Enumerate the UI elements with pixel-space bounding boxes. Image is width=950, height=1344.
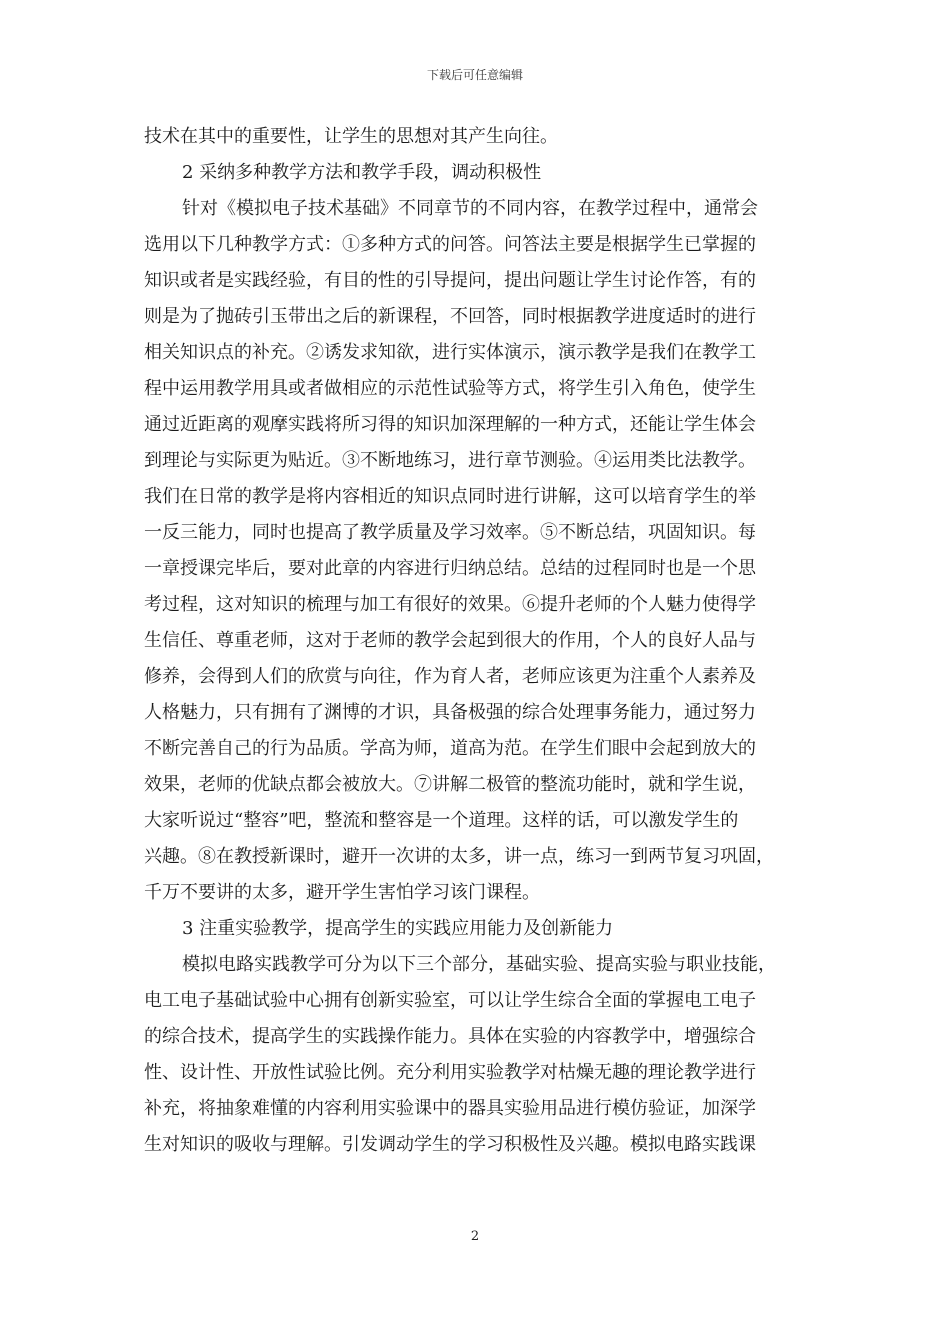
text-line: 针对《模拟电子技术基础》不同章节的不同内容，在教学过程中，通常会 [182,198,758,219]
text-line: 的综合技术，提高学生的实践操作能力。具体在实验的内容教学中，增强综合 [144,1026,756,1047]
page-number: 2 [470,1229,480,1244]
text-line: 生信任、尊重老师，这对于老师的教学会起到很大的作用，个人的良好人品与 [144,630,756,651]
text-line: 通过近距离的观摩实践将所习得的知识加深理解的一种方式，还能让学生体会 [144,414,756,435]
text-line: 补充，将抽象难懂的内容利用实验课中的器具实验用品进行模仿验证，加深学 [144,1098,756,1119]
text-line: 大家听说过“整容”吧，整流和整容是一个道理。这样的话，可以激发学生的 [144,810,739,831]
text-line: 一反三能力，同时也提高了教学质量及学习效率。⑤不断总结，巩固知识。每 [144,522,756,543]
text-line: 人格魅力，只有拥有了渊博的才识，具备极强的综合处理事务能力，通过努力 [144,702,756,723]
text-line: 生对知识的吸收与理解。引发调动学生的学习积极性及兴趣。模拟电路实践课 [144,1134,756,1155]
text-line: 效果，老师的优缺点都会被放大。⑦讲解二极管的整流功能时，就和学生说， [144,774,756,795]
text-line: 则是为了抛砖引玉带出之后的新课程，不回答，同时根据教学进度适时的进行 [144,306,756,327]
text-line: 3 注重实验教学，提高学生的实践应用能力及创新能力 [182,918,614,939]
page-header: 下载后可任意编辑 [426,68,523,82]
text-line: 修养，会得到人们的欣赏与向往，作为育人者，老师应该更为注重个人素养及 [144,666,756,687]
text-line: 2 采纳多种教学方法和教学手段，调动积极性 [182,162,542,183]
text-line: 到理论与实际更为贴近。③不断地练习，进行章节测验。④运用类比法教学。 [144,450,756,471]
document-body [144,119,812,1163]
text-line: 电工电子基础试验中心拥有创新实验室，可以让学生综合全面的掌握电工电子 [144,990,756,1011]
text-line: 不断完善自己的行为品质。学高为师，道高为范。在学生们眼中会起到放大的 [144,738,756,759]
text-line: 选用以下几种教学方式：①多种方式的问答。问答法主要是根据学生已掌握的 [144,234,756,255]
text-line: 技术在其中的重要性，让学生的思想对其产生向往。 [144,126,558,147]
text-line: 兴趣。⑧在教授新课时，避开一次讲的太多，讲一点，练习一到两节复习巩固， [144,846,774,867]
text-line: 我们在日常的教学是将内容相近的知识点同时进行讲解，这可以培育学生的举 [144,486,756,507]
text-line: 知识或者是实践经验，有目的性的引导提问，提出问题让学生讨论作答，有的 [144,270,756,291]
text-line: 一章授课完毕后，要对此章的内容进行归纳总结。总结的过程同时也是一个思 [144,558,756,579]
text-line: 千万不要讲的太多，避开学生害怕学习该门课程。 [144,882,540,903]
text-line: 模拟电路实践教学可分为以下三个部分，基础实验、提高实验与职业技能， [182,954,776,975]
text-line: 性、设计性、开放性试验比例。充分利用实验教学对枯燥无趣的理论教学进行 [144,1062,756,1083]
text-line: 程中运用教学用具或者做相应的示范性试验等方式，将学生引入角色，使学生 [144,378,756,399]
text-line: 考过程，这对知识的梳理与加工有很好的效果。⑥提升老师的个人魅力使得学 [144,594,756,615]
text-line: 相关知识点的补充。②诱发求知欲，进行实体演示，演示教学是我们在教学工 [144,342,756,363]
